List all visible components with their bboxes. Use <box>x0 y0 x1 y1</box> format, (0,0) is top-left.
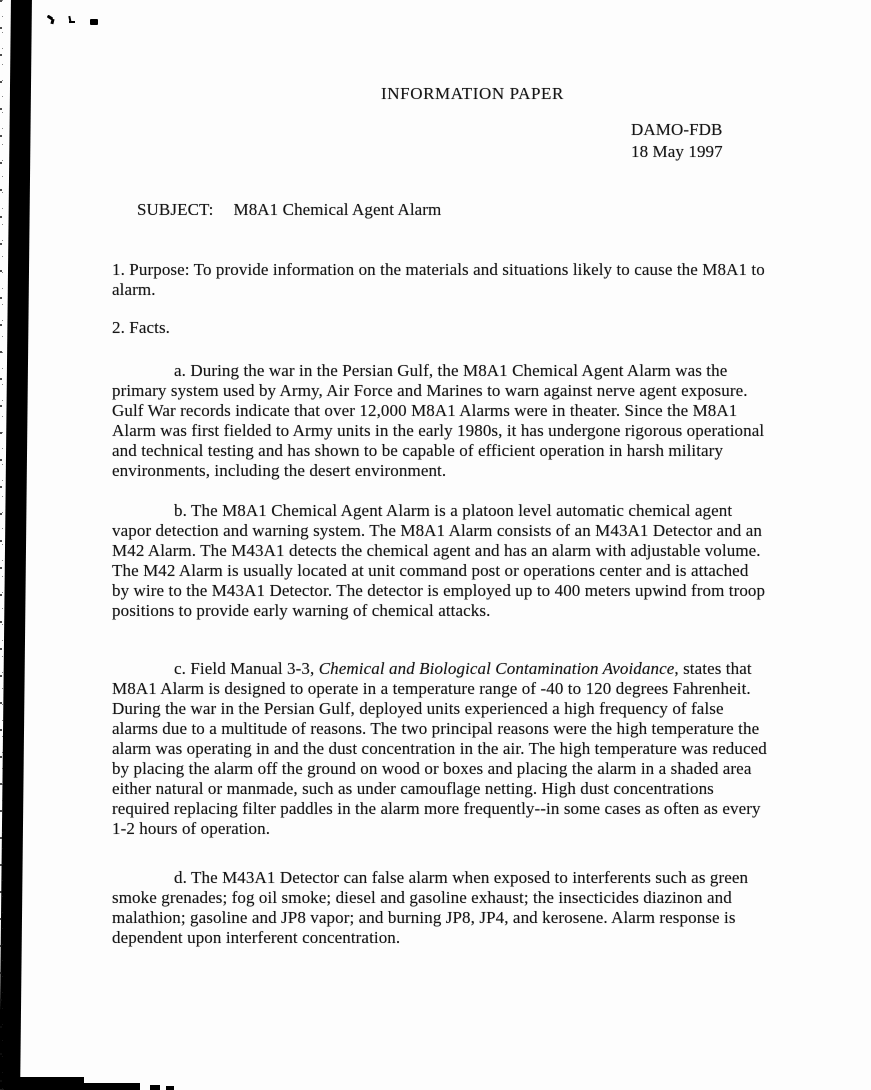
scan-artifact-bottom-dash <box>166 1086 174 1090</box>
scan-mark-top-left <box>90 19 98 25</box>
paragraph-fact-c <box>112 659 768 839</box>
paragraph-fact-d: d. The M43A1 Detector can false alarm when exposed to interferents such as green smoke grenades; fog oil smoke; diesel and gasoline exhaust; the insecticides diazinon and malathion; gasoline and JP8 vapor; and burning JP8, JP4, and kerosene. Alarm response is dependent upon interferent concentration. <box>112 868 749 947</box>
scan-artifact-left-bar <box>0 0 32 1090</box>
subject-label: SUBJECT: <box>137 200 214 219</box>
scan-mark-top-left <box>50 19 54 25</box>
paragraph-fact-b: b. The M8A1 Chemical Agent Alarm is a platoon level automatic chemical agent vapor detection and warning system. The M8A1 Alarm consists of an M43A1 Detector and an M42 Alarm. The M43A1 detects the chemical agent and has an alarm with adjustable volume. The M42 Alarm is usually located at unit command post or operations center and is attached by wire to the M43A1 Detector. The detector is employed up to 400 meters upwind from troop positions to provide early warning of chemical attacks. <box>112 501 766 620</box>
paragraph-fact-a: a. During the war in the Persian Gulf, the M8A1 Chemical Agent Alarm was the primary system used by Army, Air Force and Marines to warn against nerve agent exposure. Gulf War records indicate that over 12,000 M8A1 Alarms were in theater. Since the M8A1 Alarm was first fielded to Army units in the early 1980s, it has undergone rigorous operational and technical testing and has shown to be capable of efficient operation in harsh military environments, including the desert environment. <box>112 361 765 480</box>
fact-c-text-before: c. Field Manual 3-3, <box>174 659 319 678</box>
scan-artifact-bottom-corner <box>4 1083 140 1090</box>
subject-text: M8A1 Chemical Agent Alarm <box>233 200 442 219</box>
document-title: INFORMATION PAPER <box>381 84 564 103</box>
scan-artifact-bottom-dash <box>150 1085 160 1090</box>
fact-c-manual-title: Chemical and Biological Contamination Avoidance <box>318 659 675 678</box>
office-symbol: DAMO-FDB <box>631 120 723 139</box>
scan-mark-top-left <box>69 21 75 23</box>
subject-line <box>137 200 441 220</box>
paragraph-facts-heading: 2. Facts. <box>112 318 171 337</box>
paragraph-purpose: 1. Purpose: To provide information on the materials and situations likely to cause the M8A1 to alarm. <box>112 260 765 299</box>
document-date: 18 May 1997 <box>631 142 723 161</box>
fact-c-text-after: , states that M8A1 Alarm is designed to operate in a temperature range of -40 to 120 degrees Fahrenheit. During the war in the Persian Gulf, deployed units experienced a high frequency of false alarms due to a multitude of reasons. The two principal reasons were the high temperature the alarm was operating in and the dust concentration in the air. The high temperature was reduced by placing the alarm off the ground on wood or boxes and placing the alarm in a shaded area either natural or manmade, such as under camouflage netting. High dust concentrations required replacing filter paddles in the alarm more frequently--in some cases as often as every 1-2 hours of operation. <box>112 659 767 838</box>
office-block <box>631 119 723 163</box>
